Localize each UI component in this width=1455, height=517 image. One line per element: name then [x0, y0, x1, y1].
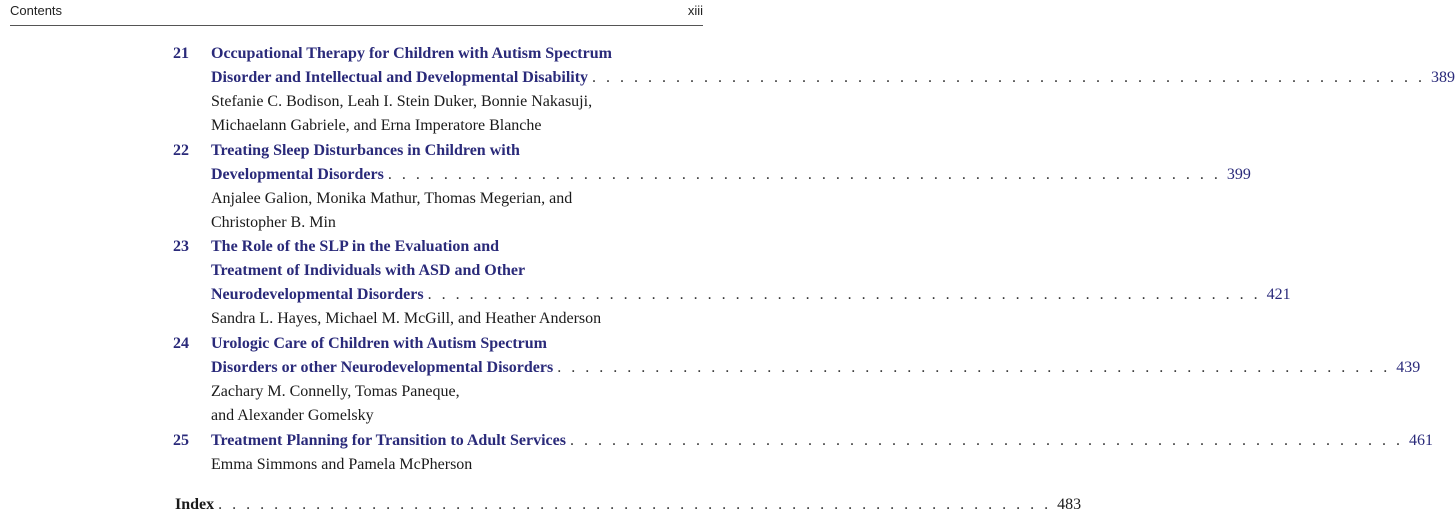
index-label[interactable]: Index	[175, 496, 215, 513]
authors-line: Sandra L. Hayes, Michael M. McGill, and Heather Anderson	[211, 310, 602, 327]
chapter-number: 23	[173, 238, 189, 255]
index-page-number[interactable]: 483	[1057, 496, 1082, 513]
page-number[interactable]: 439	[1396, 359, 1421, 376]
chapter-title-text[interactable]: Treatment Planning for Transition to Adult Services	[211, 432, 566, 449]
chapter-title-line[interactable]: Treatment of Individuals with ASD and Other	[211, 262, 526, 279]
running-head	[10, 3, 703, 23]
chapter-title-line-with-leader[interactable]	[211, 356, 1421, 380]
chapter-title-text[interactable]: Disorder and Intellectual and Developmental Disability	[211, 69, 589, 86]
chapter-title-line[interactable]: Urologic Care of Children with Autism Spectrum	[211, 335, 547, 352]
authors-line: Michaelann Gabriele, and Erna Imperatore Blanche	[211, 117, 542, 134]
header-rule	[10, 25, 703, 26]
authors-line: and Alexander Gomelsky	[211, 407, 374, 424]
authors-line: Stefanie C. Bodison, Leah I. Stein Duker, Bonnie Nakasuji,	[211, 93, 593, 110]
page-number[interactable]: 421	[1266, 286, 1291, 303]
page-number[interactable]: 461	[1408, 432, 1433, 449]
chapter-number: 22	[173, 142, 189, 159]
chapter-title-line-with-leader[interactable]	[211, 66, 1455, 90]
chapter-title-text[interactable]: Neurodevelopmental Disorders	[211, 286, 424, 303]
chapter-number: 21	[173, 45, 189, 62]
chapter-title-line[interactable]: The Role of the SLP in the Evaluation and	[211, 238, 500, 255]
dot-leader: . . . . . . . . . . . . . . . . . . . . . . . . . . . . . . . . . . . . . . . . . . . . . . . . . . . . . . . . . . . .	[592, 69, 1426, 86]
authors-line: Emma Simmons and Pamela McPherson	[211, 456, 473, 473]
chapter-title-line-with-leader[interactable]	[211, 429, 1433, 453]
chapter-number: 24	[173, 335, 189, 352]
dot-leader: . . . . . . . . . . . . . . . . . . . . . . . . . . . . . . . . . . . . . . . . . . . . . . . . . . . . . . . . . . . .	[569, 432, 1403, 449]
authors-line: Anjalee Galion, Monika Mathur, Thomas Megerian, and	[211, 190, 573, 207]
running-head-page-number: xiii	[687, 3, 703, 18]
dot-leader: . . . . . . . . . . . . . . . . . . . . . . . . . . . . . . . . . . . . . . . . . . . . . . . . . . . . . . . . . . . .	[427, 286, 1261, 303]
chapter-title-line[interactable]: Occupational Therapy for Children with Autism Spectrum	[211, 45, 612, 62]
authors-line: Christopher B. Min	[211, 214, 336, 231]
page-number[interactable]: 389	[1431, 69, 1455, 86]
chapter-title-text[interactable]: Developmental Disorders	[211, 166, 384, 183]
dot-leader: . . . . . . . . . . . . . . . . . . . . . . . . . . . . . . . . . . . . . . . . . . . . . . . . . . . . . . . . . . . .	[387, 166, 1221, 183]
page-number[interactable]: 399	[1226, 166, 1251, 183]
running-head-section: Contents	[10, 3, 63, 18]
chapter-title-text[interactable]: Disorders or other Neurodevelopmental Disorders	[211, 359, 554, 376]
dot-leader: . . . . . . . . . . . . . . . . . . . . . . . . . . . . . . . . . . . . . . . . . . . . . . . . . . . . . . . . . . . .	[218, 496, 1052, 513]
chapter-title-line[interactable]: Treating Sleep Disturbances in Children with	[211, 142, 520, 159]
dot-leader: . . . . . . . . . . . . . . . . . . . . . . . . . . . . . . . . . . . . . . . . . . . . . . . . . . . . . . . . . . . .	[557, 359, 1391, 376]
toc-entry-index[interactable]	[175, 493, 1082, 517]
chapter-number: 25	[173, 432, 189, 449]
authors-line: Zachary M. Connelly, Tomas Paneque,	[211, 383, 460, 400]
chapter-title-line-with-leader[interactable]	[211, 283, 1291, 307]
chapter-title-line-with-leader[interactable]	[211, 163, 1251, 187]
